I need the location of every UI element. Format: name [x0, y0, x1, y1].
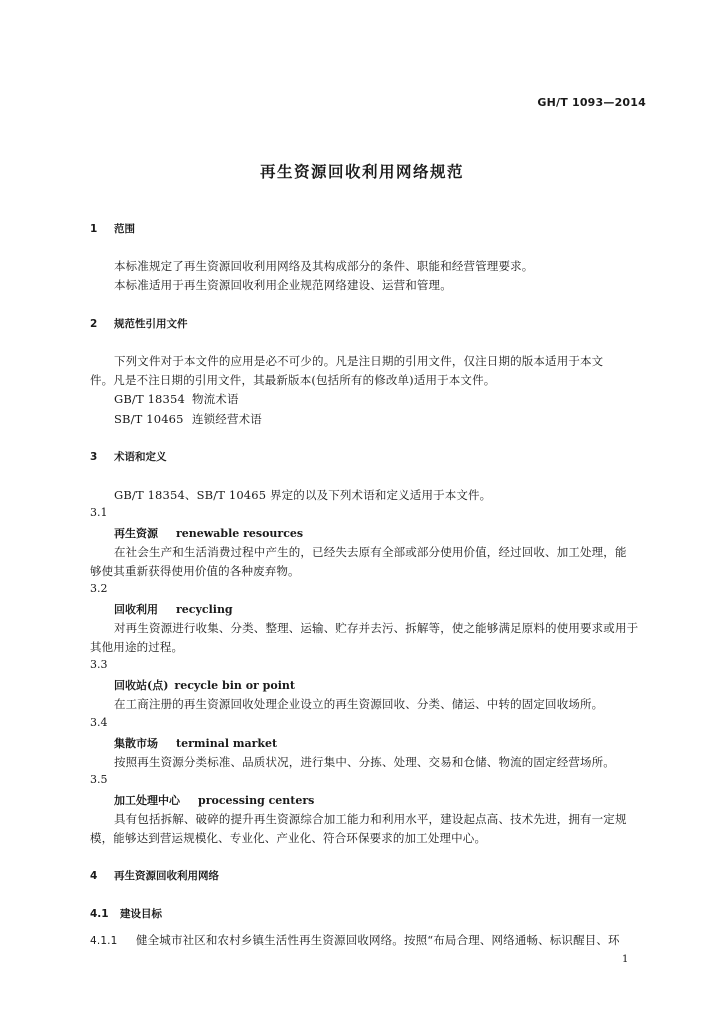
term-number: 3.1: [90, 506, 108, 519]
term-en: recycling: [176, 603, 233, 616]
term-definition-line: 其他用途的过程。: [90, 640, 184, 654]
reference-title: 连锁经营术语: [192, 412, 262, 426]
term-heading: [114, 792, 314, 808]
term-definition-line: 在社会生产和生活消费过程中产生的，已经失去原有全部或部分使用价值，经过回收、加工处理，能: [114, 545, 627, 559]
term-definition-line: 按照再生资源分类标准、品质状况，进行集中、分拣、处理、交易和仓储、物流的固定经营场所。: [114, 755, 615, 769]
paragraph: 本标准适用于再生资源回收利用企业规范网络建设、运营和管理。: [114, 278, 452, 292]
standard-number: GH/T 1093—2014: [537, 96, 646, 109]
reference-item: [114, 411, 262, 427]
section-number: 1: [90, 223, 98, 235]
subsection-heading: [90, 906, 162, 921]
paragraph-line: 下列文件对于本文件的应用是必不可少的。凡是注日期的引用文件，仅注日期的版本适用于本文: [114, 354, 604, 368]
term-en: renewable resources: [176, 527, 304, 540]
paragraph: GB/T 18354、SB/T 10465 界定的以及下列术语和定义适用于本文件。: [114, 488, 492, 502]
clause-line: [90, 932, 620, 948]
document-title: 再生资源回收利用网络规范: [259, 163, 464, 181]
term-heading: [114, 677, 295, 693]
term-definition-line: 在工商注册的再生资源回收处理企业设立的再生资源回收、分类、储运、中转的固定回收场所。: [114, 697, 604, 711]
section-title: 范围: [114, 223, 135, 235]
term-number: 3.2: [90, 582, 108, 595]
term-zh: 回收站(点): [114, 679, 169, 692]
term-number: 3.4: [90, 716, 108, 729]
reference-title: 物流术语: [192, 392, 239, 406]
term-number: 3.3: [90, 658, 108, 671]
term-en: processing centers: [198, 794, 315, 807]
term-definition-line: 模，能够达到营运规模化、专业化、产业化、符合环保要求的加工处理中心。: [90, 831, 487, 845]
term-en: recycle bin or point: [174, 679, 295, 692]
paragraph-line: 件。凡是不注日期的引用文件，其最新版本(包括所有的修改单)适用于本文件。: [90, 373, 496, 387]
term-definition-line: 具有包括拆解、破碎的提升再生资源综合加工能力和利用水平，建设起点高、技术先进，拥有一定规: [114, 812, 627, 826]
reference-item: [114, 391, 239, 407]
term-heading: [114, 735, 277, 751]
section-1-heading: [90, 221, 135, 236]
section-2-heading: [90, 316, 188, 331]
term-definition-line: 对再生资源进行收集、分类、整理、运输、贮存并去污、拆解等，使之能够满足原料的使用要求或用于: [114, 621, 639, 635]
section-number: 3: [90, 451, 98, 463]
page-number: 1: [622, 954, 629, 965]
term-heading: [114, 525, 303, 541]
clause-number: 4.1.1: [90, 935, 118, 947]
term-zh: 再生资源: [114, 527, 158, 540]
term-zh: 回收利用: [114, 603, 158, 616]
term-en: terminal market: [176, 737, 278, 750]
paragraph: 本标准规定了再生资源回收利用网络及其构成部分的条件、职能和经营管理要求。: [114, 259, 534, 273]
term-definition-line: 够使其重新获得使用价值的各种废弃物。: [90, 564, 300, 578]
section-3-heading: [90, 449, 167, 464]
clause-text: 健全城市社区和农村乡镇生活性再生资源回收网络。按照“布局合理、网络通畅、标识醒目、环: [136, 933, 620, 947]
reference-code: GB/T 18354: [114, 392, 185, 406]
section-4-heading: [90, 868, 219, 883]
term-zh: 加工处理中心: [114, 794, 180, 807]
section-title: 再生资源回收利用网络: [114, 870, 219, 882]
section-title: 规范性引用文件: [114, 318, 188, 330]
subsection-title: 建设目标: [120, 908, 162, 920]
reference-code: SB/T 10465: [114, 412, 184, 426]
term-number: 3.5: [90, 773, 108, 786]
section-title: 术语和定义: [114, 451, 167, 463]
subsection-number: 4.1: [90, 908, 109, 920]
term-zh: 集散市场: [114, 737, 158, 750]
section-number: 2: [90, 318, 98, 330]
term-heading: [114, 601, 233, 617]
section-number: 4: [90, 870, 98, 882]
